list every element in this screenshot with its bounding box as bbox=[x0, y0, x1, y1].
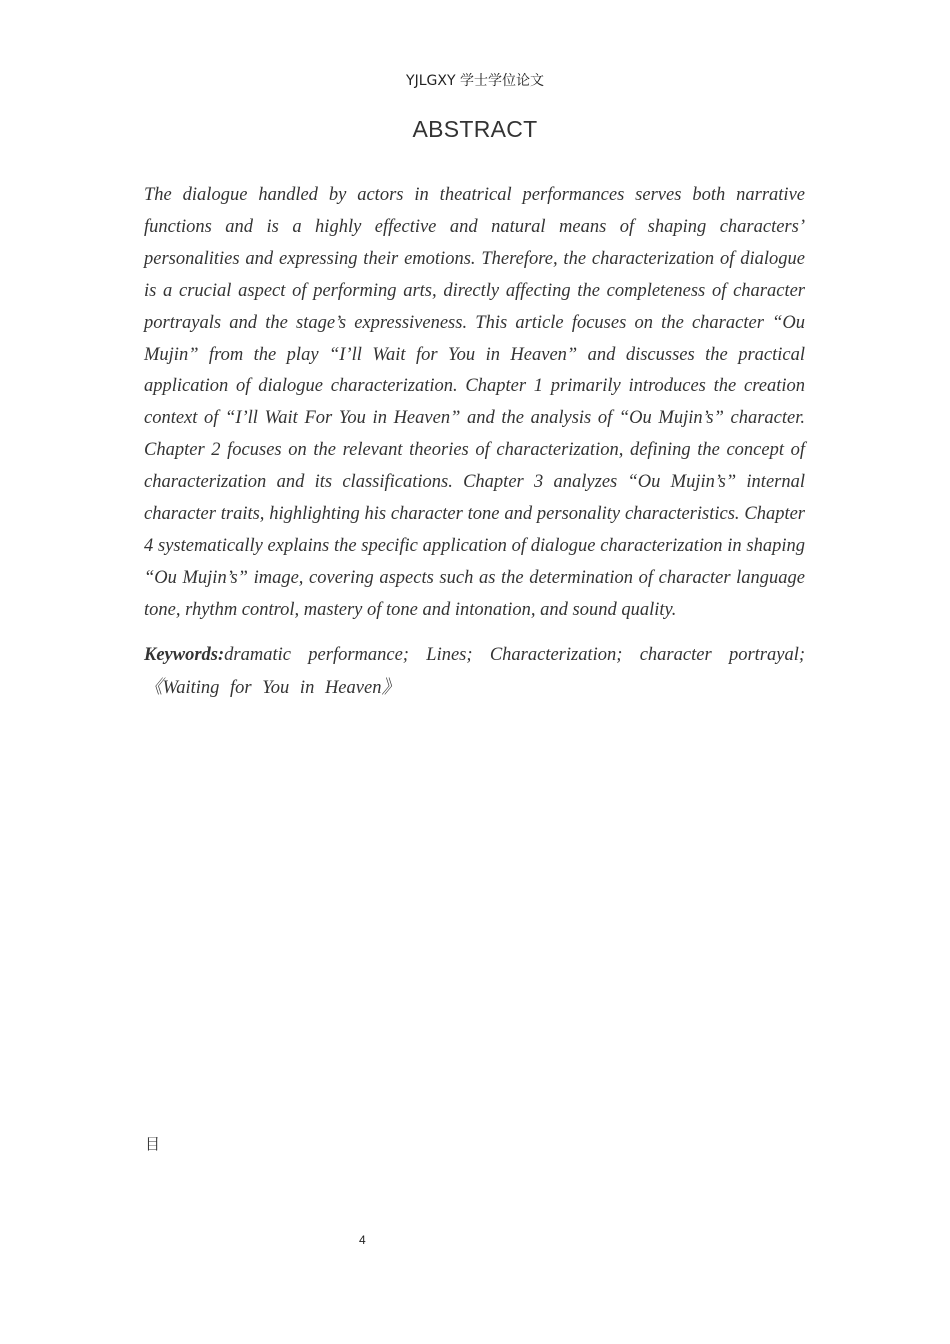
keywords-label: Keywords: bbox=[144, 645, 225, 665]
keywords-text: dramatic performance; Lines; Characterization; character portrayal; 《Waiting for You in Heaven》 bbox=[144, 645, 805, 698]
abstract-title: ABSTRACT bbox=[412, 116, 538, 142]
abstract-body: The dialogue handled by actors in theatrical performances serves both narrative functions and is a highly effective and natural means of shaping characters’ personalities and expressing their emotions. Therefore, the characterization of dialogue is a crucial aspect of performing arts, directly affecting the completeness of character portrayals and the stage’s expressiveness. This article focuses on the character “Ou Mujin” from the play “I’ll Wait for You in Heaven” and discusses the practical application of dialogue characterization. Chapter 1 primarily introduces the creation context of “I’ll Wait For You in Heaven” and the analysis of “Ou Mujin’s” character. Chapter 2 focuses on the relevant theories of characterization, defining the concept of characterization and its classifications. Chapter 3 analyzes “Ou Mujin’s” internal character traits, highlighting his character tone and personality characteristics. Chapter 4 systematically explains the specific application of dialogue characterization in shaping “Ou Mujin’s” image, covering aspects such as the determination of character language tone, rhythm control, mastery of tone and intonation, and sound quality. bbox=[144, 185, 805, 620]
page-number: 4 bbox=[359, 1233, 366, 1247]
keywords-paragraph bbox=[144, 639, 805, 705]
running-header: YJLGXY 学士学位论文 bbox=[406, 73, 544, 89]
toc-fragment: 目 bbox=[145, 1135, 161, 1153]
